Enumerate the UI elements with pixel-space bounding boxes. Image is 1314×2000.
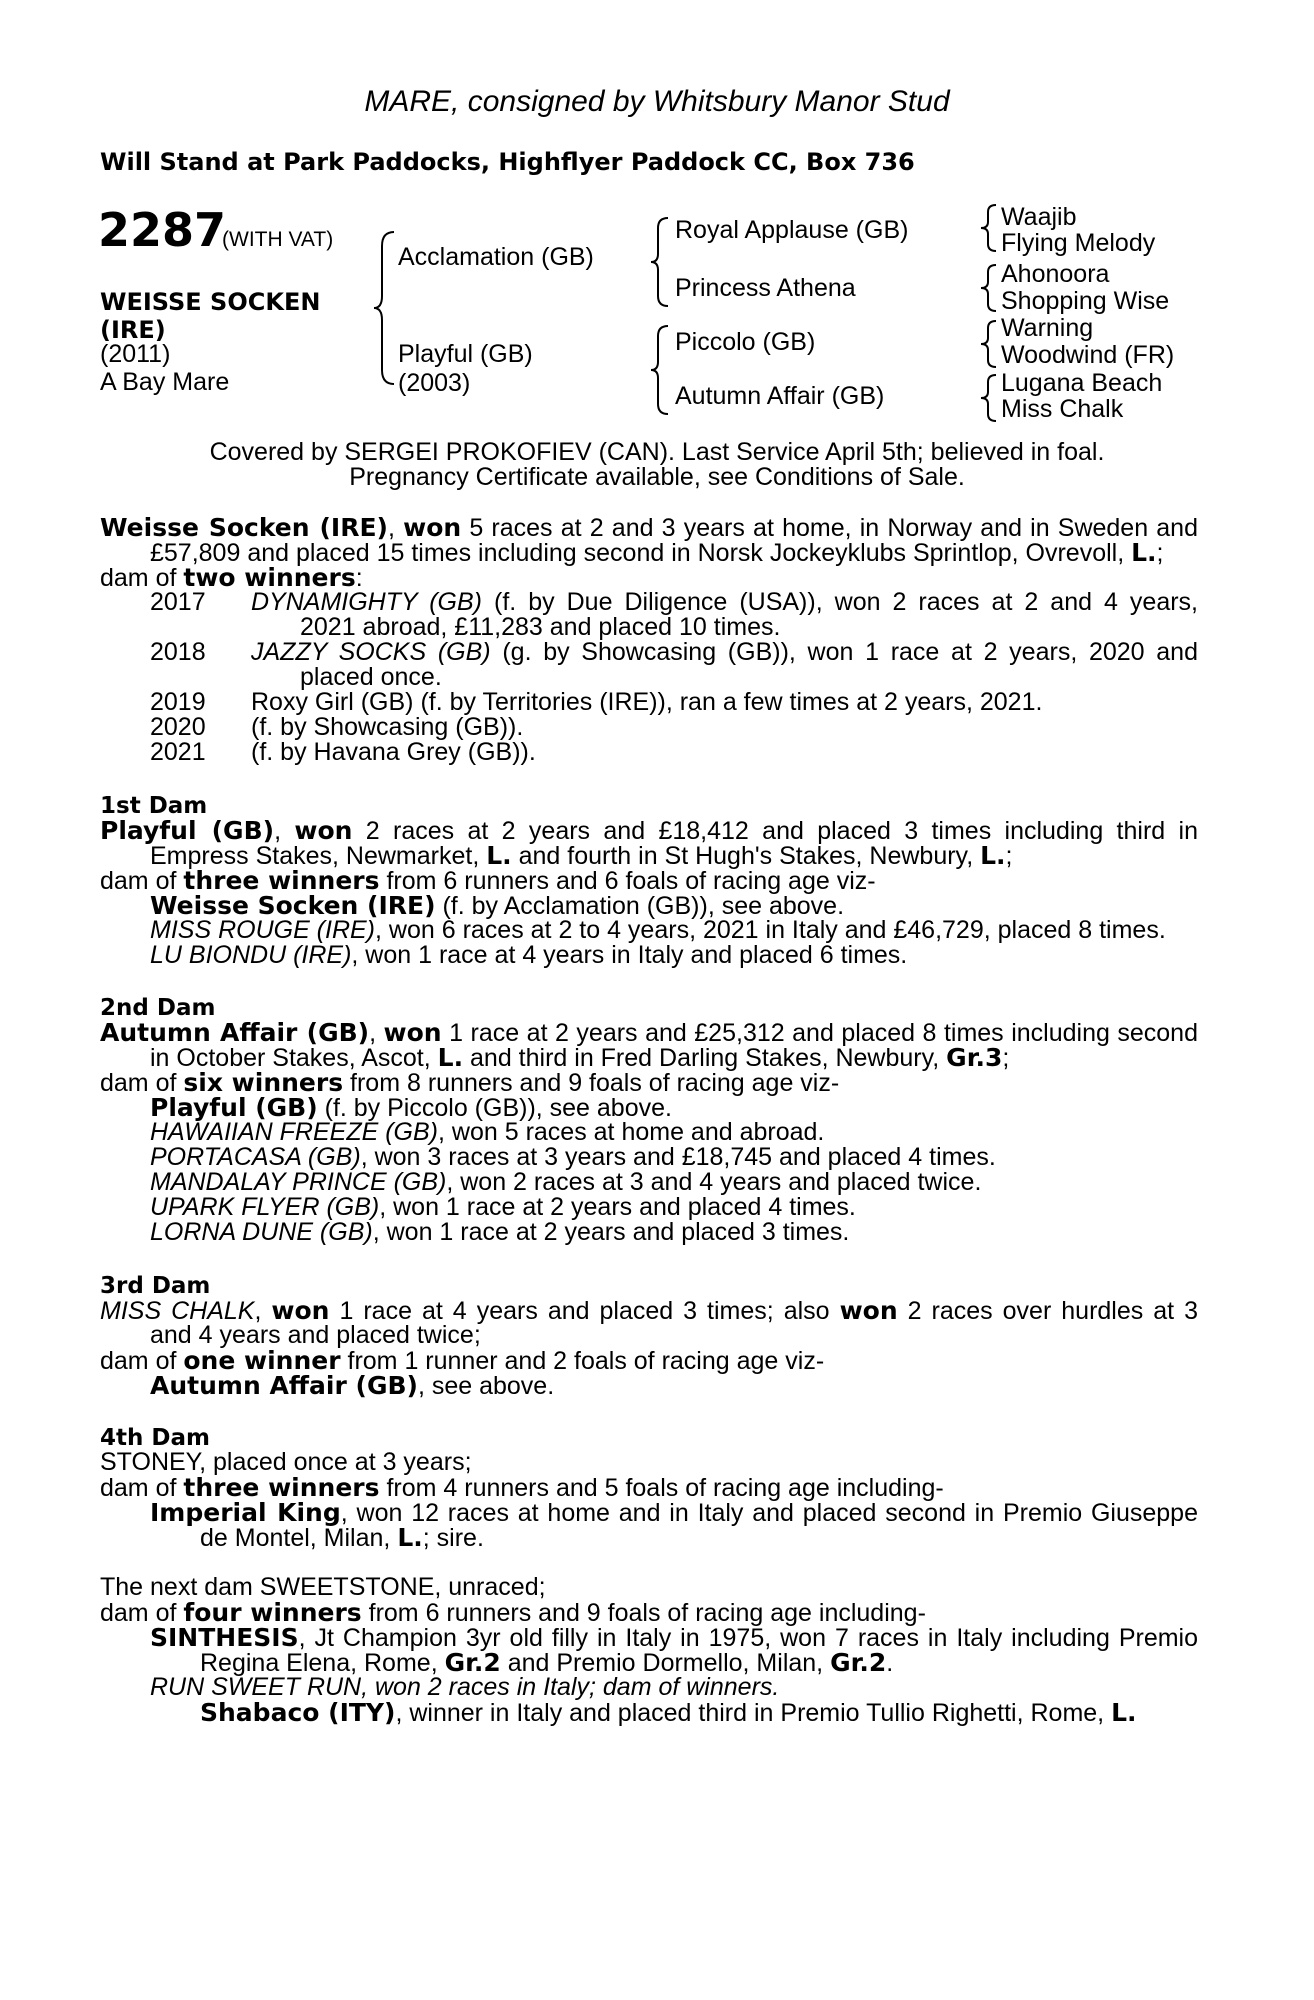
- text: dam of: [100, 1347, 184, 1375]
- pedigree-gen3-8: Miss Chalk: [1001, 395, 1124, 423]
- lot-number: 2287: [98, 203, 227, 257]
- horse-name: WEISSE SOCKEN: [100, 288, 321, 316]
- text: dam of: [100, 1069, 184, 1097]
- nextdam-line-1: The next dam SWEETSTONE, unraced;: [100, 1573, 546, 1601]
- nextdam-grandoffspring-1: [200, 1700, 1198, 1726]
- text: dam of: [100, 564, 184, 592]
- pedigree-gen2-4: Autumn Affair (GB): [675, 382, 885, 410]
- sep: ,: [274, 817, 295, 845]
- dam2-offspring-3: [150, 1145, 1198, 1170]
- text: Empress Stakes, Newmarket,: [150, 842, 487, 870]
- dam-text: 2 races at 2 years and £18,412 and placed 3 times including third in: [352, 817, 1198, 845]
- pedigree-gen3-2: Flying Melody: [1001, 229, 1156, 257]
- text: and fourth in St Hugh's Stakes, Newbury,: [511, 842, 981, 870]
- punct: ;: [1002, 1044, 1010, 1072]
- pedigree-gen2-2: Princess Athena: [675, 274, 856, 302]
- pedigree-gen3-3: Ahonoora: [1001, 260, 1110, 288]
- pedigree-brace-g3-1: [978, 202, 1000, 254]
- offspring-name: MANDALAY PRINCE (GB): [150, 1168, 447, 1196]
- mare-name: Weisse Socken (IRE): [100, 513, 388, 542]
- won-label: won: [383, 1018, 442, 1047]
- punct: ;: [1005, 842, 1013, 870]
- horse-description: A Bay Mare: [100, 368, 230, 396]
- offspring-name: Weisse Socken (IRE): [150, 891, 436, 920]
- listed-label: L.: [1131, 538, 1157, 567]
- foal-text: (g. by Showcasing (GB)), won 1 race at 2 years, 2020 and: [490, 638, 1198, 666]
- text: in October Stakes, Ascot,: [150, 1044, 438, 1072]
- foal-entry: (f. by Showcasing (GB)).: [251, 713, 524, 741]
- pedigree-gen3-7: Lugana Beach: [1001, 369, 1163, 397]
- won-label: won: [294, 816, 353, 845]
- dam-name: Playful (GB): [100, 816, 275, 845]
- listed-label: L.: [437, 1043, 464, 1072]
- dam1-offspring-3: [150, 943, 1198, 968]
- text: , winner in Italy and placed third in Premio Tullio Righetti, Rome,: [395, 1699, 1112, 1727]
- foal-year: 2018: [150, 638, 206, 666]
- dam-text: 1 race at 2 years and £25,312 and placed 8 times including second: [441, 1019, 1198, 1047]
- text: from 1 runner and 2 foals of racing age viz-: [340, 1347, 825, 1375]
- dam-name: MISS CHALK: [100, 1297, 255, 1325]
- text: , won 3 races at 3 years and £18,745 and placed 4 times.: [360, 1143, 996, 1171]
- pedigree-brace-g3-2: [978, 262, 1000, 314]
- foal-entry: [251, 640, 1198, 665]
- horse-suffix: (IRE): [100, 316, 166, 344]
- foal-name: DYNAMIGHTY (GB): [251, 588, 482, 616]
- pedigree-dam: Playful (GB): [398, 340, 533, 368]
- page-title: MARE, consigned by Whitsbury Manor Stud: [364, 85, 950, 118]
- winners-count: three winners: [183, 866, 380, 895]
- dam1-line-1: [100, 818, 1198, 844]
- horse-year: (2011): [100, 340, 171, 368]
- intro-text: 5 races at 2 and 3 years at home, in Norway and in Sweden and: [461, 514, 1198, 542]
- foal-year: 2020: [150, 713, 206, 741]
- offspring-name: LU BIONDU (IRE): [150, 941, 352, 969]
- text: from 6 runners and 9 foals of racing age including-: [361, 1599, 926, 1627]
- offspring-name: Autumn Affair (GB): [150, 1371, 418, 1400]
- group-label: Gr.2: [444, 1648, 501, 1677]
- pedigree-gen2-3: Piccolo (GB): [675, 328, 816, 356]
- sep: ,: [254, 1297, 272, 1325]
- offspring-name: LORNA DUNE (GB): [150, 1218, 373, 1246]
- text: , won 2 races at 3 and 4 years and placed twice.: [446, 1168, 982, 1196]
- punct: ;: [1156, 539, 1164, 567]
- text: dam of: [100, 867, 184, 895]
- winners-count: two winners: [183, 563, 356, 592]
- text: ; sire.: [422, 1524, 484, 1552]
- dam3-offspring-1: [150, 1373, 1198, 1399]
- listed-label: L.: [486, 841, 512, 870]
- foal-year: 2017: [150, 588, 206, 616]
- listed-label: L.: [1111, 1698, 1137, 1727]
- winners-count: four winners: [183, 1598, 362, 1627]
- punct: .: [886, 1649, 894, 1677]
- sep: ,: [387, 514, 404, 542]
- text: , won 6 races at 2 to 4 years, 2021 in Italy and £46,729, placed 8 times.: [375, 916, 1166, 944]
- group-label: Gr.3: [946, 1043, 1003, 1072]
- dam2-offspring-4: [150, 1170, 1198, 1195]
- foal-entry-cont: 2021 abroad, £11,283 and placed 10 times.: [300, 613, 781, 641]
- pedigree-brace-g3-3: [978, 318, 1000, 370]
- listed-label: L.: [397, 1523, 423, 1552]
- dam2-line-1: [100, 1020, 1198, 1046]
- pedigree-brace-dam: [648, 322, 672, 418]
- text: , won 1 race at 2 years and placed 4 times.: [379, 1193, 856, 1221]
- pedigree-dam-year: (2003): [398, 369, 471, 397]
- pedigree-sire: Acclamation (GB): [398, 243, 594, 271]
- text: , won 1 race at 2 years and placed 3 times.: [372, 1218, 850, 1246]
- pedigree-gen3-1: Waajib: [1001, 203, 1077, 231]
- offspring-name: SINTHESIS: [150, 1623, 299, 1652]
- foal-entry-cont: placed once.: [300, 663, 442, 691]
- winners-count: six winners: [183, 1068, 344, 1097]
- pedigree-gen3-6: Woodwind (FR): [1001, 341, 1175, 369]
- text: Regina Elena, Rome,: [200, 1649, 445, 1677]
- won-label: won: [271, 1296, 330, 1325]
- offspring-name: MISS ROUGE (IRE): [150, 916, 376, 944]
- won-label: won: [839, 1296, 898, 1325]
- text: from 4 runners and 5 foals of racing age including-: [379, 1474, 944, 1502]
- offspring-name: Imperial King: [150, 1498, 341, 1527]
- foal-entry: [251, 590, 1198, 615]
- covered-note: Covered by SERGEI PROKOFIEV (CAN). Last Service April 5th; believed in foal.: [209, 438, 1105, 466]
- dam3-line-2: and 4 years and placed twice;: [150, 1321, 481, 1349]
- text: de Montel, Milan,: [200, 1524, 398, 1552]
- offspring-name: UPARK FLYER (GB): [150, 1193, 380, 1221]
- dam4-line-1: STONEY, placed once at 3 years;: [100, 1448, 472, 1476]
- text: , won 12 races at home and in Italy and placed second in Premio Giuseppe: [340, 1499, 1198, 1527]
- foal-text: (f. by Due Diligence (USA)), won 2 races at 2 and 4 years,: [482, 588, 1198, 616]
- text: from 8 runners and 9 foals of racing age viz-: [343, 1069, 840, 1097]
- dam1-offspring-2: [150, 918, 1198, 943]
- text: and third in Fred Darling Stakes, Newbury,: [463, 1044, 947, 1072]
- pedigree-brace-sire: [648, 214, 672, 310]
- foal-year: 2021: [150, 738, 206, 766]
- text: from 6 runners and 6 foals of racing age viz-: [379, 867, 876, 895]
- pedigree-brace-main: [370, 228, 400, 388]
- text: dam of: [100, 1599, 184, 1627]
- text: 1 race at 4 years and placed 3 times; also: [329, 1297, 840, 1325]
- offspring-name: Shabaco (ITY): [200, 1698, 396, 1727]
- dam4-offspring-1-cont: [200, 1525, 1198, 1551]
- dam4-offspring-1: [150, 1500, 1198, 1526]
- foal-year: 2019: [150, 688, 206, 716]
- section-heading-4th-dam: 4th Dam: [100, 1425, 210, 1451]
- group-label: Gr.2: [830, 1648, 887, 1677]
- sep: ,: [369, 1019, 384, 1047]
- intro-line-1: [100, 515, 1198, 541]
- pedigree-gen2-1: Royal Applause (GB): [675, 216, 909, 244]
- winners-count: three winners: [183, 1473, 380, 1502]
- pedigree-gen3-5: Warning: [1001, 314, 1094, 342]
- foal-name: JAZZY SOCKS (GB): [251, 638, 491, 666]
- section-heading-2nd-dam: 2nd Dam: [100, 995, 216, 1021]
- nextdam-offspring-1: [150, 1625, 1198, 1651]
- pregnancy-note: Pregnancy Certificate available, see Conditions of Sale.: [349, 463, 965, 491]
- intro-text: £57,809 and placed 15 times including second in Norsk Jockeyklubs Sprintlop, Ovrevoll,: [150, 539, 1132, 567]
- text: and Premio Dormello, Milan,: [500, 1649, 831, 1677]
- section-heading-1st-dam: 1st Dam: [100, 793, 208, 819]
- dam2-offspring-2: [150, 1120, 1198, 1145]
- foal-entry: (f. by Havana Grey (GB)).: [251, 738, 536, 766]
- dam2-offspring-5: [150, 1195, 1198, 1220]
- foal-entry: Roxy Girl (GB) (f. by Territories (IRE)), ran a few times at 2 years, 2021.: [251, 688, 1043, 716]
- text: 2 races over hurdles at 3: [897, 1297, 1198, 1325]
- text: dam of: [100, 1474, 184, 1502]
- nextdam-offspring-2: RUN SWEET RUN, won 2 races in Italy; dam of winners.: [150, 1673, 780, 1701]
- pedigree-brace-g3-4: [978, 372, 1000, 424]
- dam-name: Autumn Affair (GB): [100, 1018, 370, 1047]
- vat-note: (WITH VAT): [222, 228, 334, 251]
- offspring-name: Playful (GB): [150, 1093, 318, 1122]
- punct: :: [355, 564, 363, 592]
- section-heading-3rd-dam: 3rd Dam: [100, 1273, 211, 1299]
- text: , won 5 races at home and abroad.: [438, 1118, 825, 1146]
- offspring-name: PORTACASA (GB): [150, 1143, 361, 1171]
- text: , see above.: [417, 1372, 555, 1400]
- text: , Jt Champion 3yr old filly in Italy in 1975, won 7 races in Italy including Premio: [298, 1624, 1198, 1652]
- winners-count: one winner: [183, 1346, 341, 1375]
- listed-label: L.: [980, 841, 1006, 870]
- text: , won 1 race at 4 years in Italy and placed 6 times.: [351, 941, 908, 969]
- text: (f. by Acclamation (GB)), see above.: [435, 892, 845, 920]
- offspring-name: HAWAIIAN FREEZE (GB): [150, 1118, 439, 1146]
- won-label: won: [403, 513, 462, 542]
- stand-location: Will Stand at Park Paddocks, Highflyer Paddock CC, Box 736: [100, 148, 915, 176]
- dam2-offspring-6: [150, 1220, 1198, 1245]
- text: (f. by Piccolo (GB)), see above.: [317, 1094, 672, 1122]
- pedigree-gen3-4: Shopping Wise: [1001, 287, 1170, 315]
